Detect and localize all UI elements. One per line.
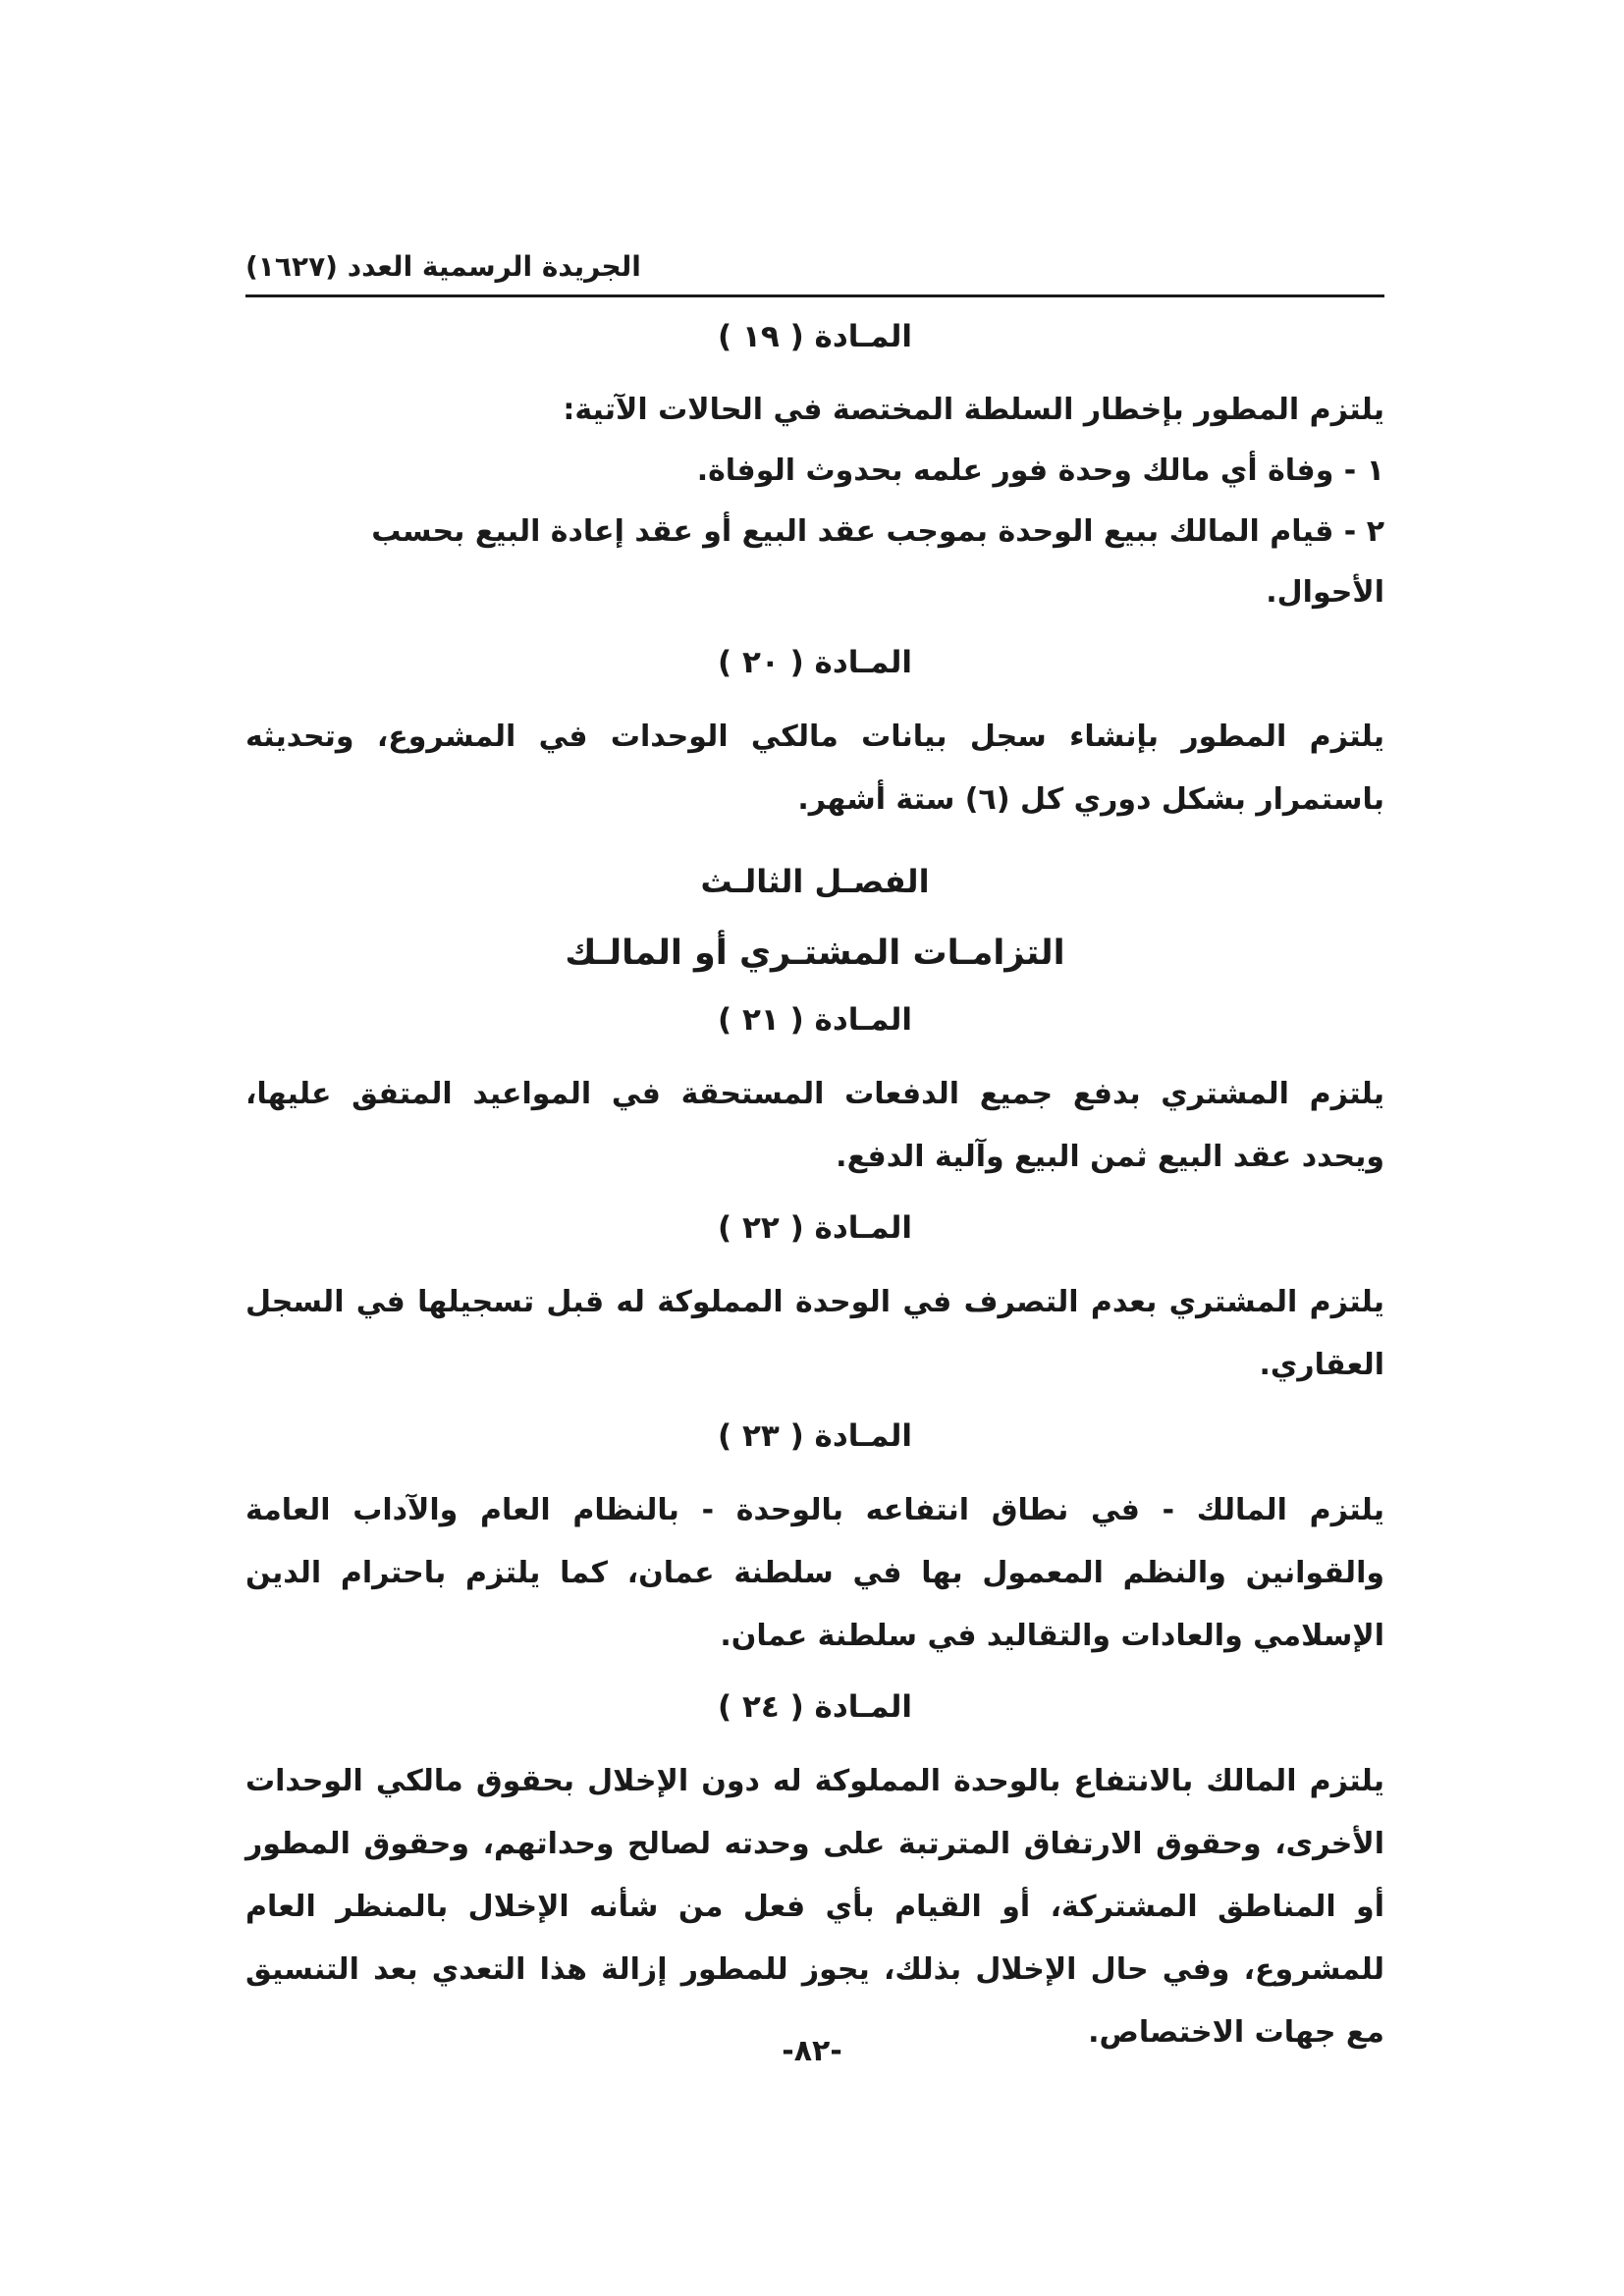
article-23-text: يلتزم المالك - في نطاق انتفاعه بالوحدة - بالنظام العام والآداب العامة والقوانين والنظم المعمول بها في سلطنة عمان، كما يلتزم باحترام الدين الإسلامي والعادات والتقاليد في سلطنة عمان.: [245, 1493, 1384, 1653]
article-22-title: المـادة ( ٢٢ ): [717, 1210, 913, 1246]
document-page: [245, 250, 1384, 2078]
page-number: -٨٢-: [782, 2034, 842, 2068]
article-20-title: المـادة ( ٢٠ ): [717, 645, 913, 680]
page-header: [245, 250, 1384, 297]
article-22-text: يلتزم المشتري بعدم التصرف في الوحدة المملوكة له قبل تسجيلها في السجل العقاري.: [245, 1285, 1384, 1382]
article-19-item-1: ١ - وفاة أي مالك وحدة فور علمه بحدوث الوفاة.: [696, 454, 1384, 488]
article-19-item-2: ٢ - قيام المالك ببيع الوحدة بموجب عقد البيع أو عقد إعادة البيع بحسب الأحوال.: [371, 514, 1384, 610]
article-19-intro: يلتزم المطور بإخطار السلطة المختصة في الحالات الآتية:: [563, 393, 1384, 427]
article-23-title: المـادة ( ٢٣ ): [717, 1418, 913, 1454]
chapter-subtitle: التزامـات المشتـري أو المالـك: [565, 934, 1065, 973]
article-21-text: يلتزم المشتري بدفع جميع الدفعات المستحقة في المواعيد المتفق عليها، ويحدد عقد البيع ثمن البيع وآلية الدفع.: [245, 1077, 1384, 1174]
gazette-title: الجريدة الرسمية العدد (١٦٢٧): [245, 250, 641, 283]
chapter-title: الفصـل الثالـث: [700, 863, 930, 900]
article-24-title: المـادة ( ٢٤ ): [717, 1689, 913, 1725]
article-19-title: المـادة ( ١٩ ): [717, 319, 913, 354]
article-20-text: يلتزم المطور بإنشاء سجل بيانات مالكي الوحدات في المشروع، وتحديثه باستمرار بشكل دوري كل (٦) ستة أشهر.: [245, 720, 1384, 817]
article-24-text: يلتزم المالك بالانتفاع بالوحدة المملوكة له دون الإخلال بحقوق مالكي الوحدات الأخرى، وحقوق الارتفاق المترتبة على وحدته لصالح وحداتهم، وحقوق المطور أو المناطق المشتركة، أو القيام بأي فعل من شأنه الإخلال بالمنظر العام للمشروع، وفي حال الإخلال بذلك، يجوز للمطور إزالة هذا التعدي بعد التنسيق مع جهات الاختصاص.: [245, 1764, 1384, 2050]
article-21-title: المـادة ( ٢١ ): [717, 1002, 913, 1038]
